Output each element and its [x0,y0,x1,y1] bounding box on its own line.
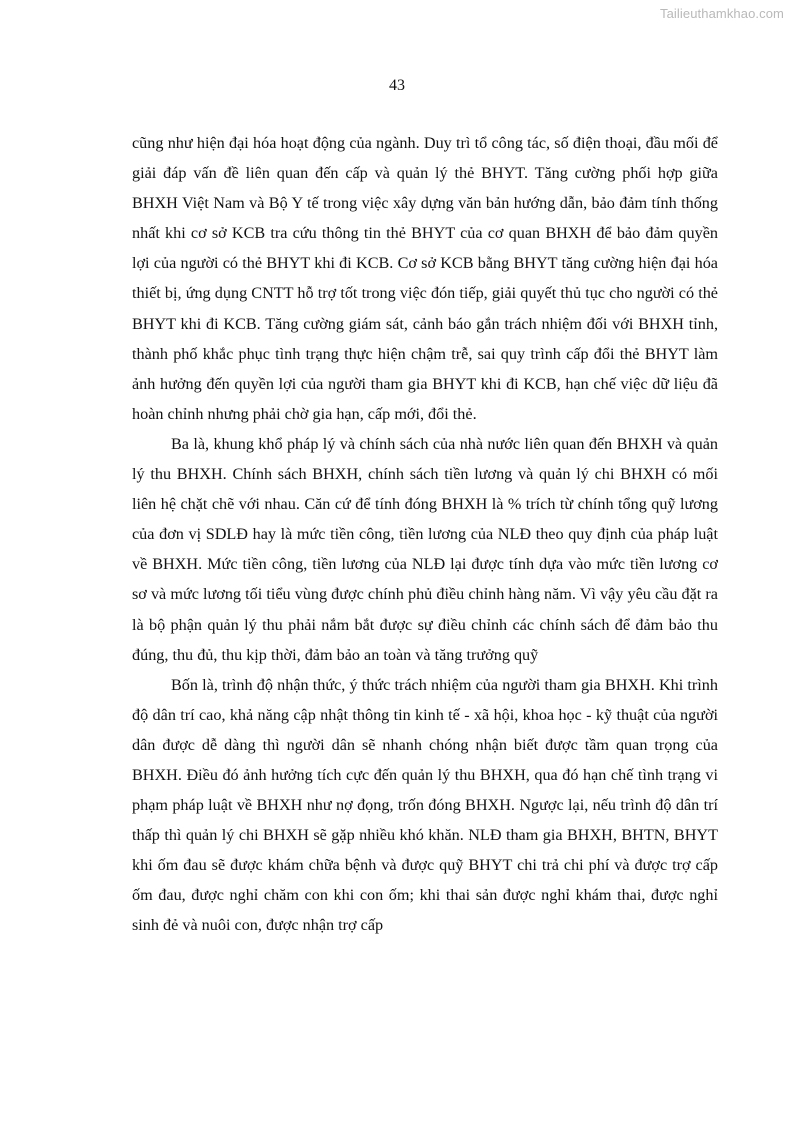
document-body [132,128,718,941]
paragraph-bon-la: Bốn là, trình độ nhận thức, ý thức trách nhiệm của người tham gia BHXH. Khi trình độ dân trí cao, khả năng cập nhật thông tin kinh tế - xã hội, khoa học - kỹ thuật của người dân được dễ dàng thì người dân sẽ nhanh chóng nhận biết được tầm quan trọng của BHXH. Điều đó ảnh hưởng tích cực đến quản lý thu BHXH, qua đó hạn chế tình trạng vi phạm pháp luật về BHXH như nợ đọng, trốn đóng BHXH. Ngược lại, nếu trình độ dân trí thấp thì quản lý chi BHXH sẽ gặp nhiều khó khăn. NLĐ tham gia BHXH, BHTN, BHYT khi ốm đau sẽ được khám chữa bệnh và được quỹ BHYT chi trả chi phí và được trợ cấp ốm đau, được nghỉ chăm con khi con ốm; khi thai sản được nghỉ khám thai, được nghỉ sinh đẻ và nuôi con, được nhận trợ cấp [132,675,718,935]
page-number: 43 [389,77,405,94]
paragraph-ba-la: Ba là, khung khổ pháp lý và chính sách của nhà nước liên quan đến BHXH và quản lý thu BHXH. Chính sách BHXH, chính sách tiền lương và quản lý chi BHXH có mối liên hệ chặt chẽ với nhau. Căn cứ để tính đóng BHXH là % trích từ chính tổng quỹ lương của đơn vị SDLĐ hay là mức tiền công, tiền lương của NLĐ theo quy định của pháp luật về BHXH. Mức tiền công, tiền lương của NLĐ lại được tính dựa vào mức tiền lương cơ sơ và mức lương tối tiểu vùng được chính phủ điều chỉnh hàng năm. Vì vậy yêu cầu đặt ra là bộ phận quản lý thu phải nắm bắt được sự điều chỉnh các chính sách để đảm bảo thu đúng, thu đủ, thu kịp thời, đảm bảo an toàn và tăng trưởng quỹ [132,434,718,664]
paragraph-continuation: cũng như hiện đại hóa hoạt động của ngành. Duy trì tổ công tác, số điện thoại, đầu mối để giải đáp vấn đề liên quan đến cấp và quản lý thẻ BHYT. Tăng cường phối hợp giữa BHXH Việt Nam và Bộ Y tế trong việc xây dựng văn bản hướng dẫn, bảo đảm tính thống nhất khi cơ sở KCB tra cứu thông tin thẻ BHYT của cơ quan BHXH để bảo đảm quyền lợi của người có thẻ BHYT khi đi KCB. Cơ sở KCB bằng BHYT tăng cường hiện đại hóa thiết bị, ứng dụng CNTT hỗ trợ tốt trong việc đón tiếp, giải quyết thủ tục cho người có thẻ BHYT khi đi KCB. Tăng cường giám sát, cảnh báo gắn trách nhiệm đối với BHXH tỉnh, thành phố khắc phục tình trạng thực hiện chậm trễ, sai quy trình cấp đổi thẻ BHYT làm ảnh hưởng đến quyền lợi của người tham gia BHYT khi đi KCB, hạn chế việc dữ liệu đã hoàn chỉnh nhưng phải chờ gia hạn, cấp mới, đổi thẻ. [132,134,718,423]
watermark: Tailieuthamkhao.com [659,6,784,21]
